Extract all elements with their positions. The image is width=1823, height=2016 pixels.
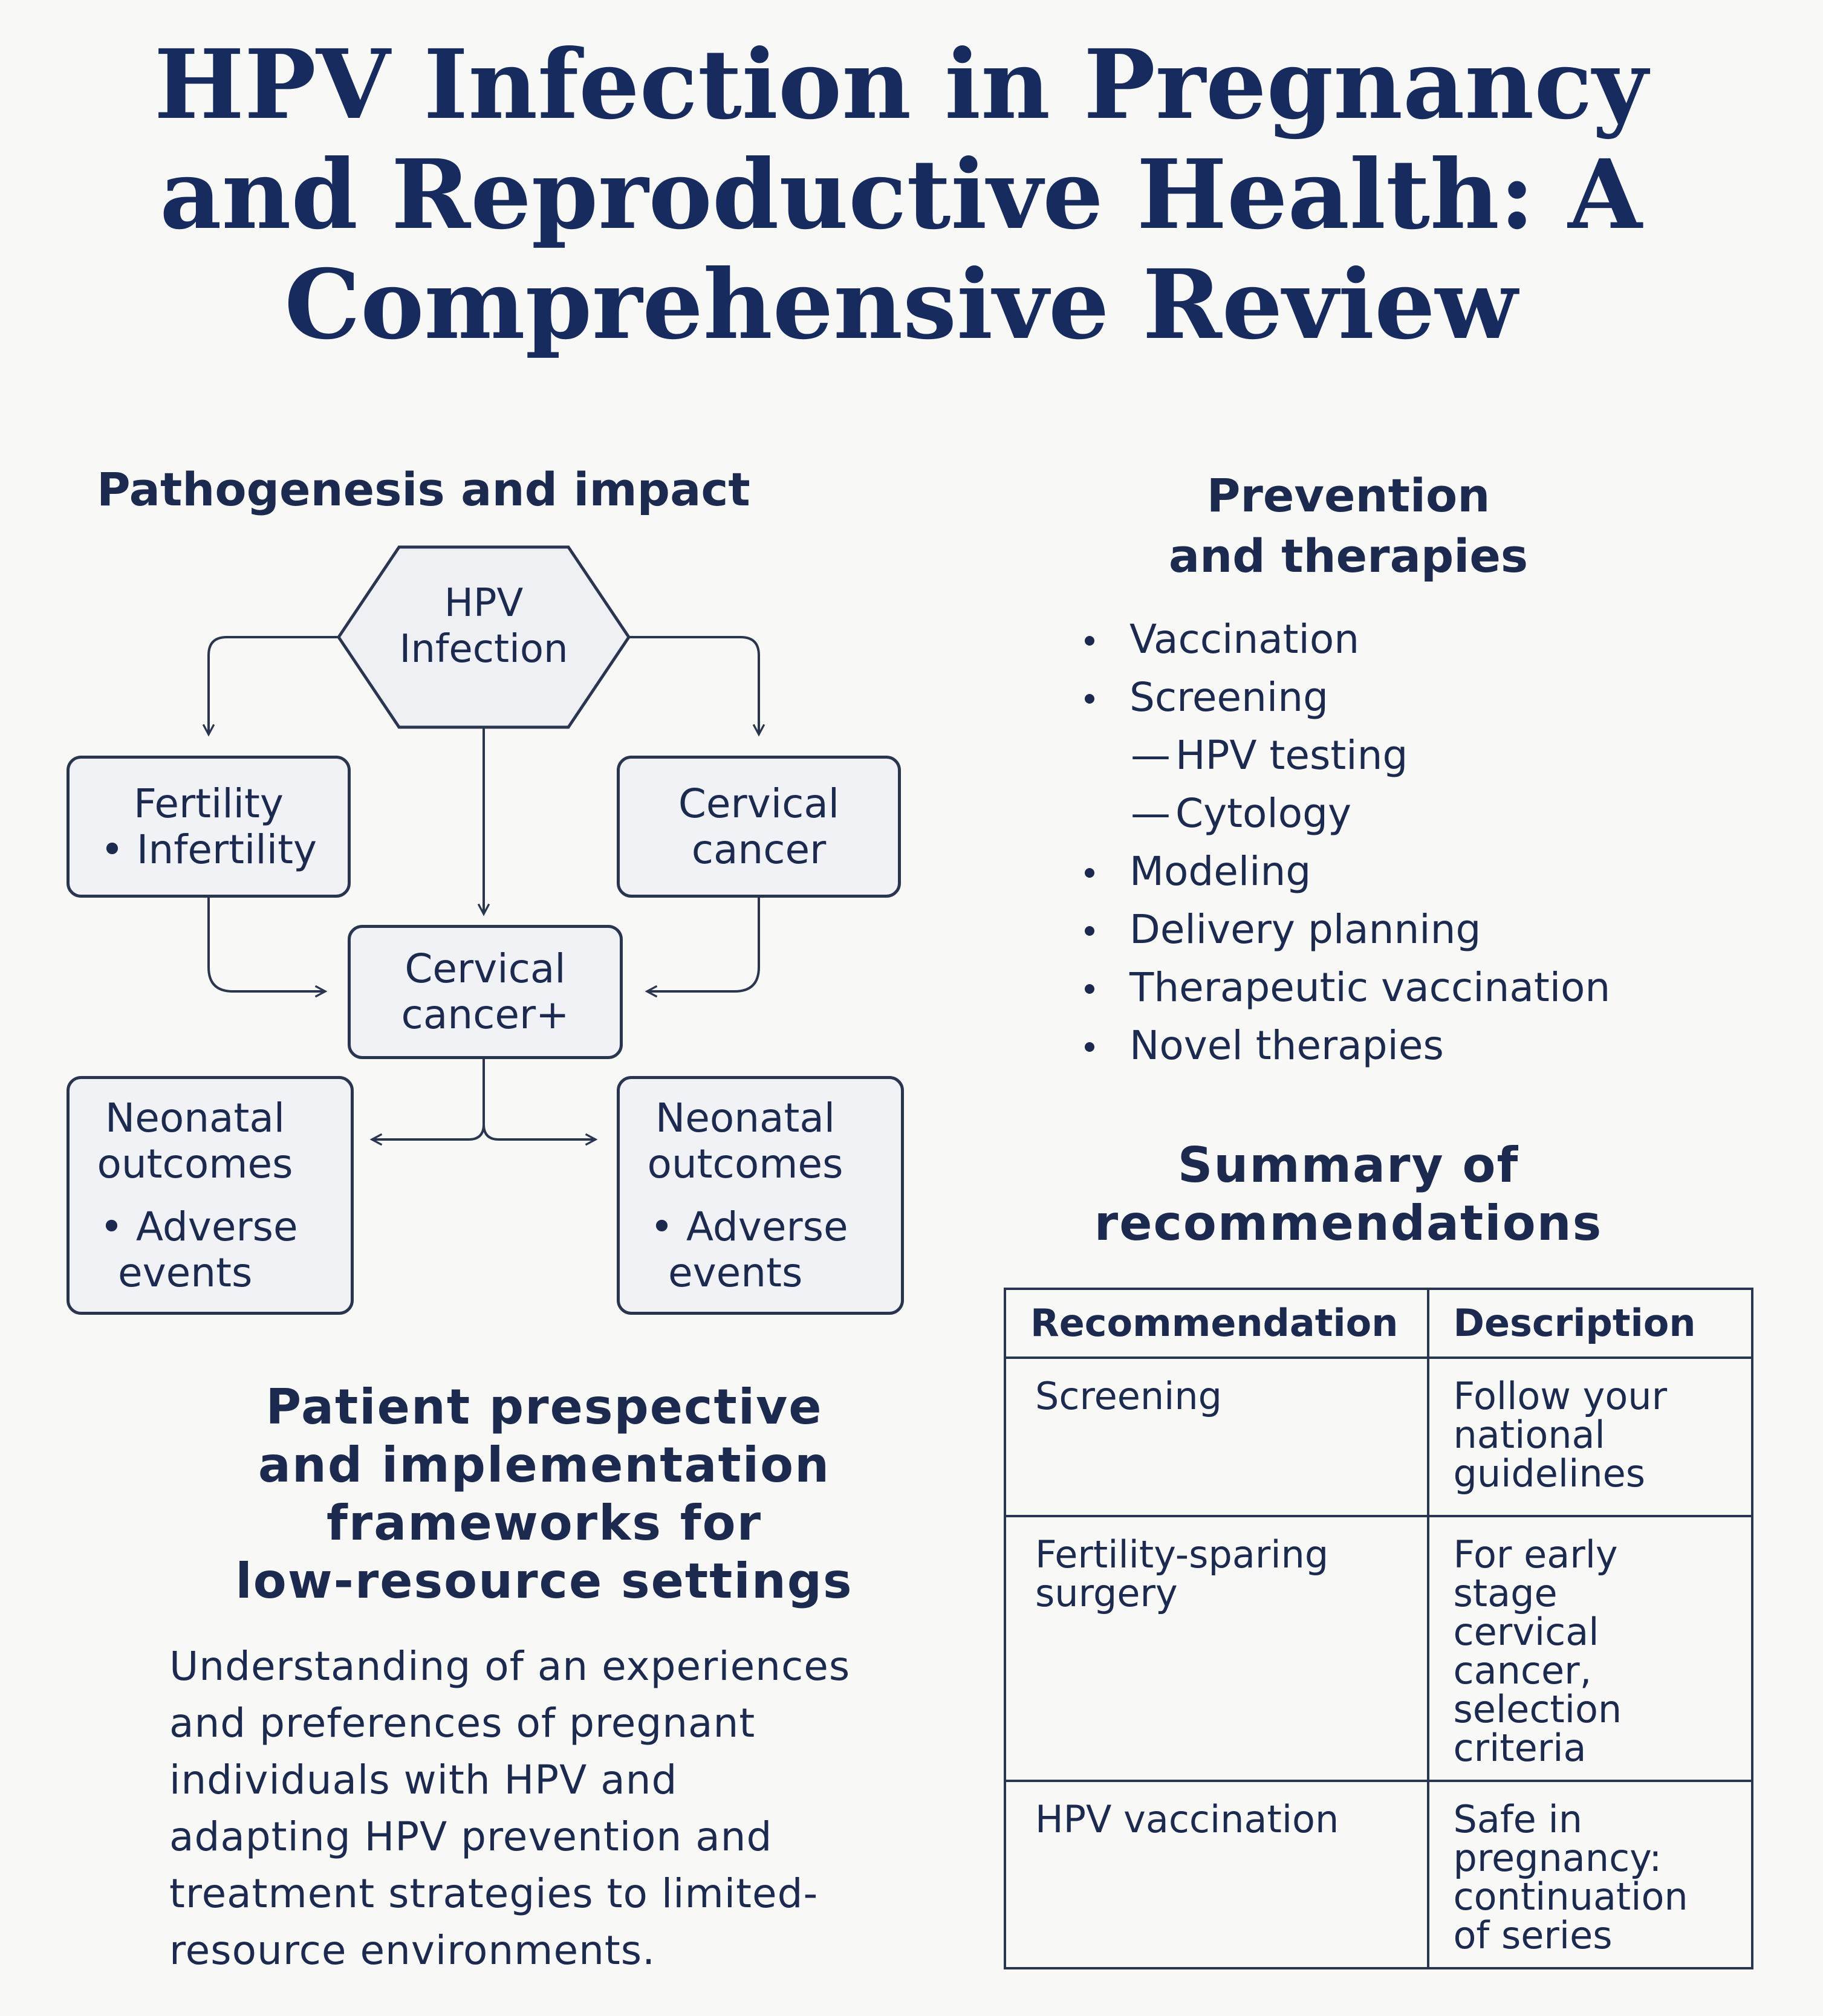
cell-line: surgery bbox=[1035, 1571, 1178, 1615]
cell-line: Safe in bbox=[1453, 1797, 1583, 1841]
patient-heading-line: and implementation bbox=[258, 1437, 831, 1493]
description-cell bbox=[1428, 1516, 1753, 1781]
hpv-label-line: Infection bbox=[399, 627, 568, 672]
prevention-item: Delivery planning bbox=[1076, 901, 1772, 959]
neonatal-line: outcomes bbox=[647, 1140, 843, 1187]
arrow-hpv-to-fertility bbox=[209, 637, 339, 734]
hpv-label-line: HPV bbox=[444, 581, 524, 626]
prevention-heading-line: Prevention bbox=[1206, 468, 1490, 522]
cell-line: HPV vaccination bbox=[1035, 1797, 1339, 1841]
recommendation-cell bbox=[1005, 1358, 1428, 1516]
cell-line: Follow your bbox=[1453, 1374, 1668, 1418]
patient-paragraph bbox=[169, 1638, 943, 1979]
column-header-recommendation: Recommendation bbox=[1005, 1289, 1428, 1358]
cell-line: pregnancy: bbox=[1453, 1836, 1662, 1880]
neonatal-line: Neonatal bbox=[655, 1094, 836, 1141]
paragraph-line: Understanding of an experiences bbox=[169, 1643, 851, 1690]
cell-line: For early stage bbox=[1453, 1532, 1618, 1615]
cell-line: criteria bbox=[1453, 1726, 1587, 1770]
recommendations-table bbox=[1004, 1288, 1753, 1969]
neonatal-outcomes-left-node bbox=[67, 1076, 354, 1315]
neonatal-line: outcomes bbox=[97, 1140, 293, 1187]
cervical-cancer-line: cancer bbox=[691, 826, 827, 873]
fertility-title: Fertility bbox=[134, 780, 284, 827]
cervical-cancer-plus-line: Cervical bbox=[405, 945, 566, 992]
cell-line: guidelines bbox=[1453, 1451, 1646, 1496]
cervical-cancer-line: Cervical bbox=[678, 780, 840, 827]
prevention-list bbox=[1076, 611, 1772, 1075]
table-row bbox=[1005, 1516, 1752, 1781]
prevention-item: Therapeutic vaccination bbox=[1076, 959, 1772, 1017]
paragraph-line: treatment strategies to limited- bbox=[169, 1870, 819, 1917]
fertility-node bbox=[67, 756, 351, 898]
cell-line: of series bbox=[1453, 1913, 1613, 1957]
prevention-subitem: — HPV testing bbox=[1076, 727, 1772, 785]
cell-line: continuation bbox=[1453, 1875, 1688, 1919]
patient-heading-line: frameworks for bbox=[326, 1495, 762, 1551]
cell-line: cervical cancer, bbox=[1453, 1610, 1599, 1693]
arrow-hpv-to-cervical-cancer bbox=[629, 637, 759, 734]
pathogenesis-heading: Pathogenesis and impact bbox=[97, 462, 750, 516]
neonatal-bullet-cont: events bbox=[668, 1249, 803, 1296]
connector-cervical-cancer-plus-down bbox=[372, 1059, 484, 1139]
hpv-infection-label bbox=[339, 580, 629, 672]
paragraph-line: resource environments. bbox=[169, 1927, 656, 1974]
neonatal-bullet-cont: events bbox=[118, 1249, 253, 1296]
recommendation-cell bbox=[1005, 1781, 1428, 1968]
paragraph-line: individuals with HPV and bbox=[169, 1757, 678, 1803]
summary-heading bbox=[1028, 1136, 1669, 1253]
table-row bbox=[1005, 1781, 1752, 1968]
description-cell bbox=[1428, 1358, 1753, 1516]
neonatal-bullet: • Adverse bbox=[100, 1204, 298, 1250]
table-row bbox=[1005, 1358, 1752, 1516]
neonatal-line: Neonatal bbox=[105, 1094, 285, 1141]
prevention-heading bbox=[1064, 465, 1633, 586]
prevention-item: Screening bbox=[1076, 669, 1772, 727]
recommendation-cell bbox=[1005, 1516, 1428, 1781]
cell-line: national bbox=[1453, 1413, 1605, 1457]
cervical-cancer-node bbox=[617, 756, 901, 898]
description-cell bbox=[1428, 1781, 1753, 1968]
cervical-cancer-plus-line: cancer+ bbox=[401, 991, 570, 1038]
fertility-bullet: • Infertility bbox=[100, 827, 317, 873]
cell-line: Fertility-sparing bbox=[1035, 1532, 1329, 1577]
connector-cervical-cancer-plus-right bbox=[484, 1124, 596, 1139]
arrow-cervical-cancer-to-cervical-cancer-plus bbox=[647, 898, 759, 991]
prevention-subitem: — Cytology bbox=[1076, 785, 1772, 843]
patient-heading-line: Patient prespective bbox=[265, 1379, 823, 1435]
cell-line: selection bbox=[1453, 1687, 1622, 1731]
paragraph-line: and preferences of pregnant bbox=[169, 1700, 756, 1746]
column-header-description: Description bbox=[1428, 1289, 1753, 1358]
cervical-cancer-plus-node bbox=[348, 925, 623, 1059]
summary-heading-line: Summary of bbox=[1177, 1137, 1519, 1193]
cell-line: Screening bbox=[1035, 1374, 1223, 1418]
arrow-fertility-to-cervical-cancer-plus bbox=[209, 898, 325, 991]
title-line: HPV Infection in Pregnancy bbox=[154, 29, 1648, 141]
patient-heading bbox=[181, 1378, 907, 1610]
prevention-item: Modeling bbox=[1076, 843, 1772, 901]
prevention-item: Novel therapies bbox=[1076, 1017, 1772, 1075]
title-line: and Reproductive Health: A bbox=[160, 139, 1642, 251]
patient-heading-line: low-resource settings bbox=[235, 1553, 853, 1609]
neonatal-bullet: • Adverse bbox=[650, 1204, 848, 1250]
prevention-item: Vaccination bbox=[1076, 611, 1772, 669]
title-line: Comprehensive Review bbox=[284, 249, 1518, 361]
table-header-row bbox=[1005, 1289, 1752, 1358]
prevention-heading-line: and therapies bbox=[1168, 529, 1529, 583]
summary-heading-line: recommendations bbox=[1094, 1195, 1603, 1251]
neonatal-outcomes-right-node bbox=[617, 1076, 904, 1315]
paragraph-line: adapting HPV prevention and bbox=[169, 1813, 773, 1860]
